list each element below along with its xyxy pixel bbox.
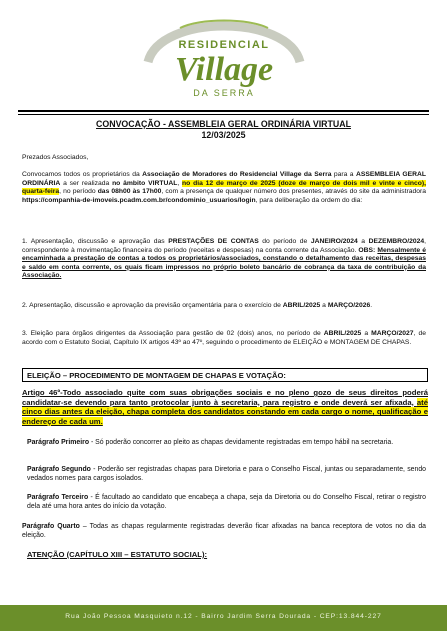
logo-graphic bbox=[140, 4, 308, 104]
paragraph-terceiro: Parágrafo Terceiro - É facultado ao candidato que encabeça a chapa, seja da Diretoria ou do Conselho Fiscal, retirar o registro dela até uma hora antes do início da votação. bbox=[27, 494, 426, 510]
intro-paragraph: Convocamos todos os proprietários da Associação de Moradores do Residencial Village da Serra para a ASSEMBLEIA GERAL ORDINÁRIA a ser realizada no âmbito VIRTUAL, no dia 12 de março de 2025 (doze de março de dois mil e vinte e cinco), quarta-feira, no período das 08h00 às 17h00, com a presença de qualquer número dos presentes, através do site da administradora https://companhia-de-imoveis.pcadm.com.br/condominio_usuarios/login, para deliberação da ordem do dia: bbox=[22, 171, 427, 204]
paragraph-quarto: Parágrafo Quarto – Todas as chapas regularmente registradas deverão ficar afixadas na banca receptora de votos no dia da eleição. bbox=[22, 523, 426, 539]
agenda-item-3: 3. Eleição para órgãos dirigentes da Associação para gestão de 02 (dois) anos, no período de ABRIL/2025 a MARÇO/2027, de acordo com o Estatuto Social, Capítulo IX artigos 43º ao 47º, seguindo o procedimento de ELEIÇÃO e MONTAGEM DE CHAPAS. bbox=[22, 330, 426, 346]
document-date: 12/03/2025 bbox=[201, 130, 246, 140]
footer-address: Rua João Pessoa Masquieto n.12 - Bairro Jardim Serra Dourada - CEP:13.844-227 bbox=[65, 613, 382, 620]
atencao-heading: ATENÇÃO (CAPÍTULO XIII – ESTATUTO SOCIAL): bbox=[27, 550, 208, 559]
agenda-item-2: 2. Apresentação, discussão e aprovação da previsão orçamentária para o exercício de ABRIL/2025 a MARÇO/2026. bbox=[22, 302, 373, 309]
header-rule-thick bbox=[18, 110, 429, 112]
meeting-date-highlight: no dia 12 de março de 2025 (doze de março de dois mil e vinte e cinco), quarta-feira bbox=[22, 179, 426, 196]
article-46: Artigo 46º-Todo associado quite com suas obrigações sociais e no pleno gozo de seus direitos poderá candidatar-se devendo para tanto protocolar junto à secretaria, para registro e onde deverá ser afixada, até cinco dias antes da eleição, chapa completa dos candidatos constando em cada cargo o nome, qualificação e endereço de cada um. bbox=[22, 388, 428, 426]
paragraph-segundo: Parágrafo Segundo - Poderão ser registradas chapas para Diretoria e para o Conselho Fiscal, juntas ou separadamente, sendo vedados nomes para cargos isolados. bbox=[27, 466, 426, 482]
document-title: CONVOCAÇÃO - ASSEMBLEIA GERAL ORDINÁRIA VIRTUAL bbox=[96, 119, 351, 129]
logo-main-word: Village bbox=[174, 51, 274, 88]
logo-top-word: RESIDENCIAL bbox=[178, 39, 270, 51]
paragraph-primeiro: Parágrafo Primeiro - Só poderão concorrer ao pleito as chapas devidamente registradas em tempo hábil na secretaria. bbox=[27, 439, 394, 446]
article-46-highlight: até cinco dias antes da eleição, chapa completa dos candidatos constando em cada cargo o nome, qualificação e endereço de cada um. bbox=[22, 397, 428, 426]
login-url: https://companhia-de-imoveis.pcadm.com.br/condominio_usuarios/login bbox=[22, 196, 256, 204]
obs-note: Mensalmente é encaminhada a prestação de contas a todos os proprietários/associados, constando o detalhamento das receitas, despesas e saldo em conta corrente, os quais ficam impressos no próprio boleto bancário de cobrança da taxa de contribuição da Associação. bbox=[22, 246, 426, 280]
greeting: Prezados Associados, bbox=[22, 154, 89, 161]
logo-bottom-word: DA SERRA bbox=[193, 88, 255, 98]
header-rule-thin bbox=[18, 114, 429, 115]
residencial-village-logo bbox=[140, 4, 308, 104]
election-section-heading: ELEIÇÃO – PROCEDIMENTO DE MONTAGEM DE CHAPAS E VOTAÇÃO: bbox=[22, 368, 428, 382]
agenda-item-1: 1. Apresentação, discussão e aprovação das PRESTAÇÕES DE CONTAS do período de JANEIRO/2024 a DEZEMBRO/2024, correspondente à movimentação financeira do período (receitas e despesas) na conta corrente da Associação. OBS: Mensalmente é encaminhada a prestação de contas a todos os proprietários/associados, constando o detalhamento das receitas, despesas e saldo em conta corrente, os quais ficam impressos no próprio boleto bancário de cobrança da taxa de contribuição da Associação. bbox=[22, 238, 426, 280]
